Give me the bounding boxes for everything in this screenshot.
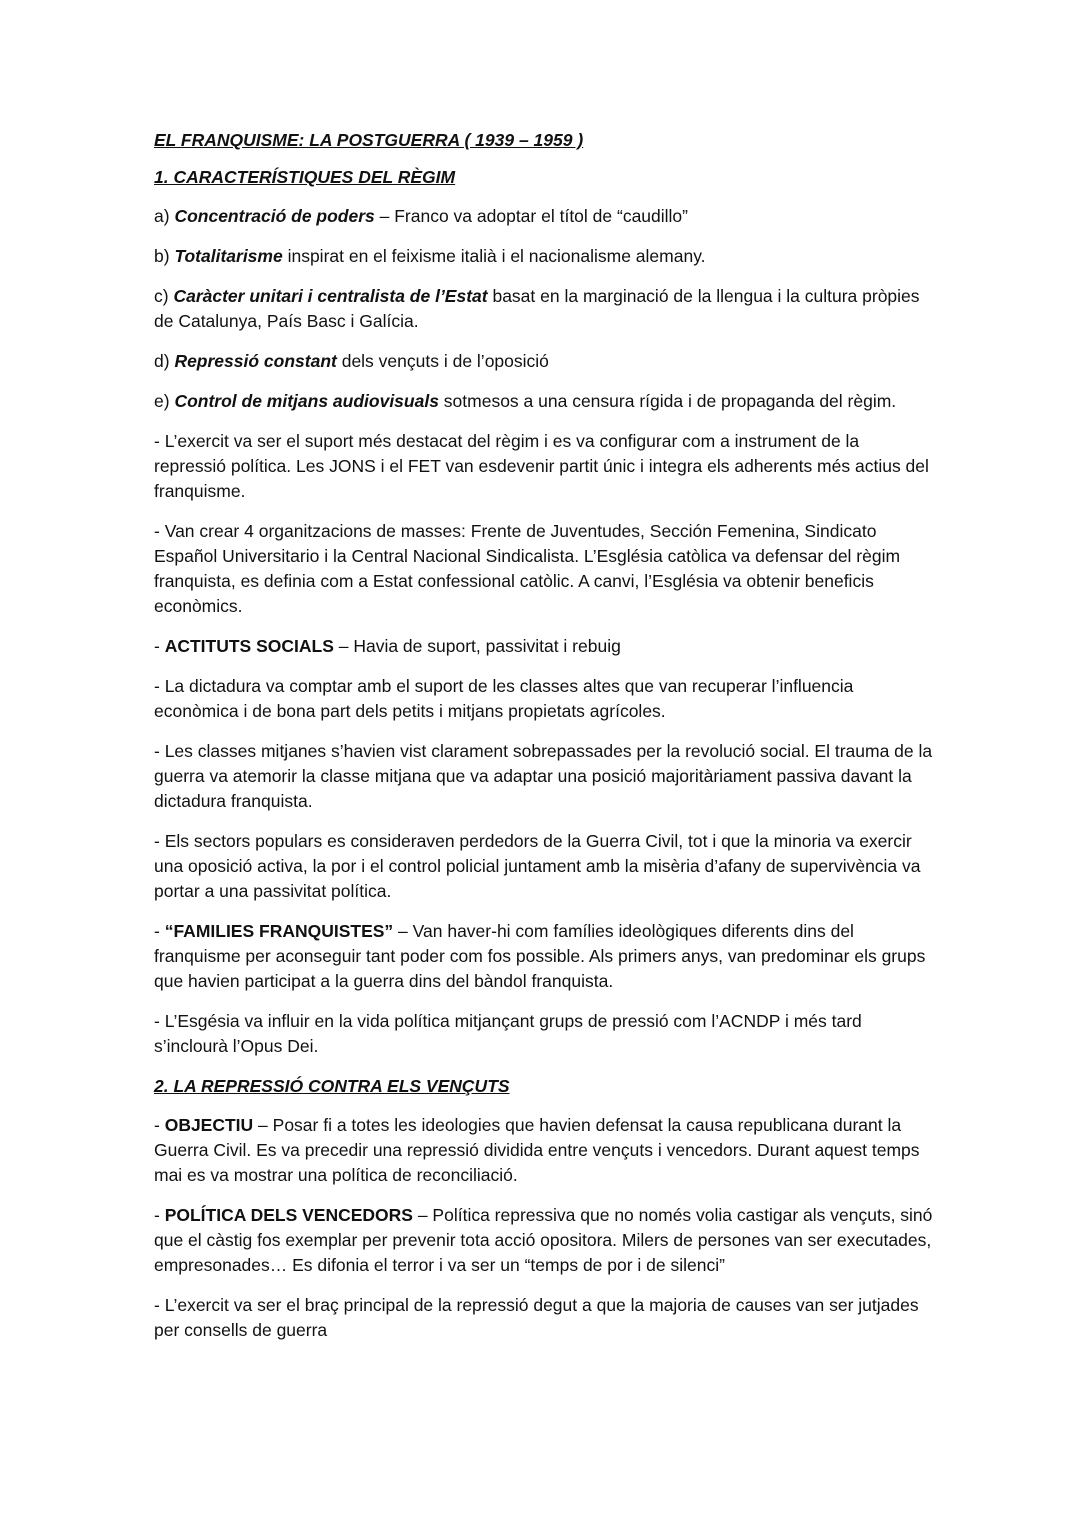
paragraph-term: ACTITUTS SOCIALS	[164, 636, 334, 656]
characteristic-e: e) Control de mitjans audiovisuals sotmesos a una censura rígida i de propaganda del règim.	[154, 391, 897, 411]
document-title: EL FRANQUISME: LA POSTGUERRA ( 1939 – 1959 )	[154, 130, 584, 150]
section-heading-2: 2. LA REPRESSIÓ CONTRA ELS VENÇUTS	[154, 1076, 510, 1096]
paragraph-term: OBJECTIU	[164, 1115, 254, 1135]
paragraph-army-repression: - L’exercit va ser el braç principal de la repressió degut a que la majoria de causes van ser jutjades per consells de guerra	[154, 1295, 919, 1340]
characteristic-b: b) Totalitarisme inspirat en el feixisme italià i el nacionalisme alemany.	[154, 246, 706, 266]
document-page	[154, 128, 934, 1358]
paragraph-upper-classes: - La dictadura va comptar amb el suport de les classes altes que van recuperar l’influencia econòmica i de bona part dels petits i mitjans propietats agrícoles.	[154, 676, 854, 721]
characteristic-term: Totalitarisme	[174, 246, 283, 266]
characteristic-term: Repressió constant	[174, 351, 337, 371]
paragraph-popular-sectors: - Els sectors populars es consideraven perdedors de la Guerra Civil, tot i que la minoria va exercir una oposició activa, la por i el control policial juntament amb la misèria d’afany de supervivència va portar a una passivitat política.	[154, 831, 921, 901]
section-heading-1: 1. CARACTERÍSTIQUES DEL RÈGIM	[154, 167, 456, 187]
paragraph-social-attitudes: - ACTITUTS SOCIALS – Havia de suport, passivitat i rebuig	[154, 636, 621, 656]
paragraph-objective: - OBJECTIU – Posar fi a totes les ideologies que havien defensat la causa republicana durant la Guerra Civil. Es va precedir una repressió dividida entre vençuts i vencedors. Durant aquest temps mai es va mostrar una política de reconciliació.	[154, 1115, 920, 1185]
paragraph-middle-classes: - Les classes mitjanes s’havien vist clarament sobrepassades per la revolució social. El trauma de la guerra va atemorir la classe mitjana que va adaptar una posició majoritàriament passiva davant la dictadura franquista.	[154, 741, 933, 811]
characteristic-a: a) Concentració de poders – Franco va adoptar el títol de “caudillo”	[154, 206, 688, 226]
characteristic-term: Caràcter unitari i centralista de l’Estat	[173, 286, 488, 306]
characteristic-d: d) Repressió constant dels vençuts i de l’oposició	[154, 351, 549, 371]
paragraph-term: “FAMILIES FRANQUISTES”	[164, 921, 394, 941]
paragraph-term: POLÍTICA DELS VENCEDORS	[164, 1205, 413, 1225]
paragraph-army: - L’exercit va ser el suport més destacat del règim i es va configurar com a instrument de la repressió política. Les JONS i el FET van esdevenir partit únic i integra els adherents més actius del franquisme.	[154, 431, 929, 501]
characteristic-c: c) Caràcter unitari i centralista de l’Estat basat en la marginació de la llengua i la cultura pròpies de Catalunya, País Basc i Galícia.	[154, 286, 920, 331]
paragraph-mass-organizations: - Van crear 4 organitzacions de masses: Frente de Juventudes, Sección Femenina, Sindicato Español Universitario i la Central Nacional Sindicalista. L’Església catòlica va defensar del règim franquista, es definia com a Estat confessional catòlic. A canvi, l’Església va obtenir beneficis econòmics.	[154, 521, 901, 616]
paragraph-francoist-families: - “FAMILIES FRANQUISTES” – Van haver-hi com famílies ideològiques diferents dins del franquisme per aconseguir tant poder com fos possible. Als primers anys, van predominar els grups que havien participat a la guerra dins del bàndol franquista.	[154, 921, 926, 991]
characteristic-term: Concentració de poders	[174, 206, 375, 226]
characteristic-term: Control de mitjans audiovisuals	[174, 391, 439, 411]
paragraph-victors-policy: - POLÍTICA DELS VENCEDORS – Política repressiva que no només volia castigar als vençuts, sinó que el càstig fos exemplar per prevenir tota acció opositora. Milers de persones van ser executades, empresonades… Es difonia el terror i va ser un “temps de por i de silenci”	[154, 1205, 933, 1275]
paragraph-church-influence: - L’Esgésia va influir en la vida política mitjançant grups de pressió com l’ACNDP i més tard s’inclourà l’Opus Dei.	[154, 1011, 862, 1056]
